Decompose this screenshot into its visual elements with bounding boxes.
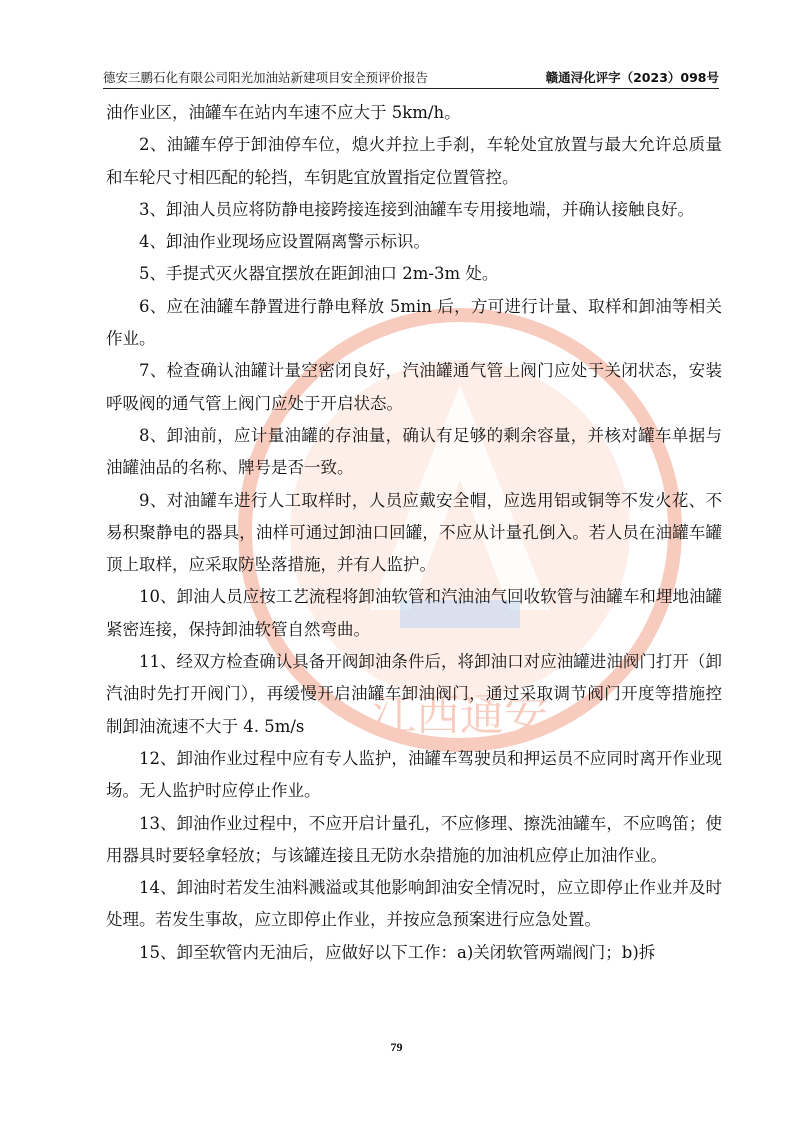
paragraph: 8、卸油前，应计量油罐的存油量，确认有足够的剩余容量，并核对罐车单据与油罐油品的名称、牌号是否一致。 xyxy=(106,425,722,478)
seal-text: 江西通安 xyxy=(372,690,548,741)
paragraph: 13、卸油作业过程中，不应开启计量孔，不应修理、擦洗油罐车，不应鸣笛；使用器具时要轻拿轻放；与该罐连接且无防水杂措施的加油机应停止加油作业。 xyxy=(106,813,722,865)
paragraph: 6、应在油罐车静置进行静电释放 5min 后，方可进行计量、取样和卸油等相关作业。 xyxy=(106,296,722,349)
paragraph: 10、卸油人员应按工艺流程将卸油软管和汽油油气回收软管与油罐车和埋地油罐紧密连接，保持卸油软管自然弯曲。 xyxy=(106,587,722,639)
paragraph: 15、卸至软管内无油后，应做好以下工作：a)关闭软管两端阀门；b)拆 xyxy=(139,942,656,962)
paragraph: 9、对油罐车进行人工取样时，人员应戴安全帽，应选用铝或铜等不发火花、不易积聚静电的器具，油样可通过卸油口回罐，不应从计量孔倒入。若人员在油罐车罐顶上取样，应采取防坠落措施，并有人监护。 xyxy=(106,490,722,575)
report-number: 赣通浔化评字（2023）098号 xyxy=(545,70,719,85)
paragraph: 3、卸油人员应将防静电接跨接连接到油罐车专用接地端，并确认接触良好。 xyxy=(139,199,694,219)
paragraph: 2、油罐车停于卸油停车位，熄火并拉上手刹，车轮处宜放置与最大允许总质量和车轮尺寸相匹配的轮挡，车钥匙宜放置指定位置管控。 xyxy=(106,135,722,187)
report-title: 德安三鹏石化有限公司阳光加油站新建项目安全预评价报告 xyxy=(103,70,429,85)
paragraph: 4、卸油作业现场应设置隔离警示标识。 xyxy=(139,232,430,252)
page-number: 79 xyxy=(390,1040,403,1054)
paragraph: 油作业区，油罐车在站内车速不应大于 5km/h。 xyxy=(106,103,461,122)
paragraph: 12、卸油作业过程中应有专人监护，油罐车驾驶员和押运员不应同时离开作业现场。无人监护时应停止作业。 xyxy=(106,748,722,801)
paragraph: 7、检查确认油罐计量空密闭良好，汽油罐通气管上阀门应处于关闭状态，安装呼吸阀的通气管上阀门应处于开启状态。 xyxy=(106,361,722,413)
paragraph: 11、经双方检查确认具备开阀卸油条件后，将卸油口对应油罐进油阀门打开（卸汽油时先打开阀门），再缓慢开启油罐车卸油阀门，通过采取调节阀门开度等措施控制卸油流速不大于 4. 5m/s xyxy=(106,652,722,736)
paragraph: 5、手提式灭火器宜摆放在距卸油口 2m-3m 处。 xyxy=(139,264,499,284)
document-body xyxy=(106,97,722,969)
paragraph: 14、卸油时若发生油料溅溢或其他影响卸油安全情况时，应立即停止作业并及时处理。若发生事故，应立即停止作业，并按应急预案进行应急处置。 xyxy=(106,878,722,930)
page-header xyxy=(103,64,719,89)
